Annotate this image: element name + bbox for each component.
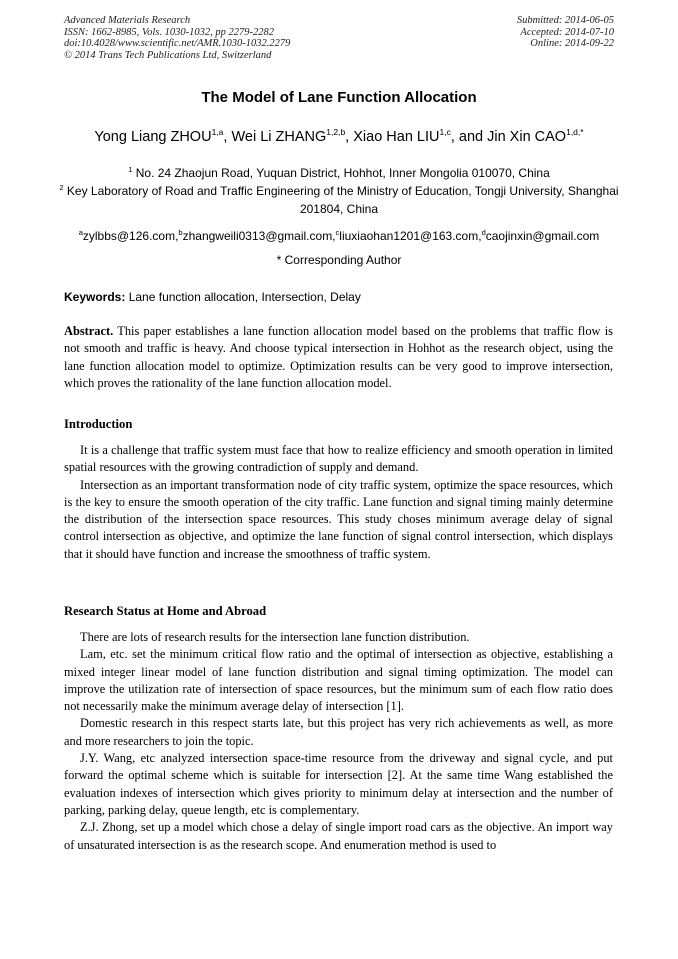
introduction-body: [64, 442, 613, 563]
copyright-line: © 2014 Trans Tech Publications Ltd, Switzerland: [64, 49, 272, 61]
paragraph: There are lots of research results for the intersection lane function distribution.: [80, 630, 470, 644]
section-heading-introduction: Introduction: [64, 417, 133, 431]
author-name: Wei Li ZHANG: [231, 129, 327, 145]
paragraph: It is a challenge that traffic system must face that how to realize efficiency and smooth operation in limited spatial resources with the growing contradiction of supply and demand.: [64, 443, 613, 475]
paragraph: Intersection as an important transformation node of city traffic system, optimize the space resources, which is the key to ensure the smooth operation of the city traffic. Lane function and signal timing mainly determine the distribution of the intersection space resources. This study choses minimum average delay of signal control intersection as objective, and optimize the lane function of signal control intersection, which displays that it should have function and increase the smoothness of traffic system.: [64, 477, 613, 561]
author-affiliation-marker: 1,c: [439, 127, 451, 137]
email-marker: c: [335, 228, 340, 237]
keywords-label: Keywords:: [64, 290, 126, 304]
affiliation-marker: 1: [128, 165, 133, 174]
online-date: Online: 2014-09-22: [530, 38, 614, 49]
email-marker: b: [178, 228, 183, 237]
abstract-label: Abstract.: [64, 324, 114, 338]
research-status-body: [64, 629, 613, 854]
doi-line[interactable]: doi:10.4028/www.scientific.net/AMR.1030-1032.2279: [64, 38, 291, 49]
paragraph: Z.J. Zhong, set up a model which chose a delay of single import road cars as the objective. An import way of unsaturated intersection is as the research scope. And enumeration method is used to: [64, 820, 613, 852]
author-affiliation-marker: 1,a: [211, 127, 224, 137]
keywords-text: Lane function allocation, Intersection, Delay: [128, 290, 361, 304]
author-affiliation-marker: 1,2,b: [326, 127, 346, 137]
author-list: [0, 129, 678, 145]
keywords: [64, 289, 613, 306]
section-heading-research-status: Research Status at Home and Abroad: [64, 604, 267, 618]
abstract-text: This paper establishes a lane function allocation model based on the problems that traffic flow is not smooth and traffic is heavy. And choose typical intersection in Hohhot as the research object, using the lane function allocation model to optimize. Optimization results can be very good to improve intersection, which proves the rationality of the lane function allocation model.: [64, 324, 613, 390]
affiliation-2: [40, 182, 638, 218]
affiliation-marker: 2: [59, 183, 64, 192]
email-marker: d: [481, 228, 486, 237]
corresponding-author-note: * Corresponding Author: [276, 253, 402, 267]
affiliation-text: Key Laboratory of Road and Traffic Engineering of the Ministry of Education, Tongji University, Shanghai 201804, China: [66, 184, 619, 216]
affiliation-1: [40, 164, 638, 182]
paragraph: J.Y. Wang, etc analyzed intersection space-time resource from the driveway and signal cycle, and put forward the optimal scheme which is suitable for intersection [2]. At the same time Wang established the evaluation indexes of intersection which gives priority to minimum delay at intersection and the number of parking, parking delay, queue length, etc is complementary.: [64, 751, 613, 817]
author-separator: ,: [345, 129, 354, 145]
accepted-date: Accepted: 2014-07-10: [520, 26, 614, 38]
author-separator: , and: [450, 129, 488, 145]
author-name: Yong Liang ZHOU: [94, 129, 212, 145]
issn-line: ISSN: 1662-8985, Vols. 1030-1032, pp 2279-2282: [64, 26, 274, 38]
journal-name: Advanced Materials Research: [64, 15, 191, 26]
author-separator: ,: [223, 129, 232, 145]
journal-info: [64, 15, 290, 61]
email-address[interactable]: liuxiaohan1201@163.com,: [339, 229, 482, 243]
email-address[interactable]: caojinxin@gmail.com: [485, 229, 600, 243]
abstract: [64, 323, 613, 392]
paper-title: The Model of Lane Function Allocation: [201, 89, 477, 106]
submission-dates: [517, 15, 614, 50]
affiliation-text: No. 24 Zhaojun Road, Yuquan District, Hohhot, Inner Mongolia 010070, China: [135, 166, 550, 180]
submitted-date: Submitted: 2014-06-05: [516, 15, 614, 26]
email-marker: a: [78, 228, 83, 237]
author-name: Xiao Han LIU: [353, 129, 440, 145]
author-name: Jin Xin CAO: [487, 129, 567, 145]
author-affiliation-marker: 1,d,*: [566, 127, 584, 137]
email-address[interactable]: zhangweili0313@gmail.com,: [182, 229, 336, 243]
email-list: [40, 227, 638, 245]
paragraph: Domestic research in this respect starts late, but this project has very rich achievements as well, as more and more researchers to join the topic.: [64, 716, 613, 748]
paragraph: Lam, etc. set the minimum critical flow ratio and the optimal of intersection as objective, establishing a mixed integer linear model of lane function distribution and signal timing optimization. The model can improve the utilization rate of intersection of space resources, but the minimum sum of each flow ratio does not necessarily make the minimum average delay of intersection [1].: [64, 647, 613, 714]
email-address[interactable]: zylbbs@126.com,: [82, 229, 179, 243]
